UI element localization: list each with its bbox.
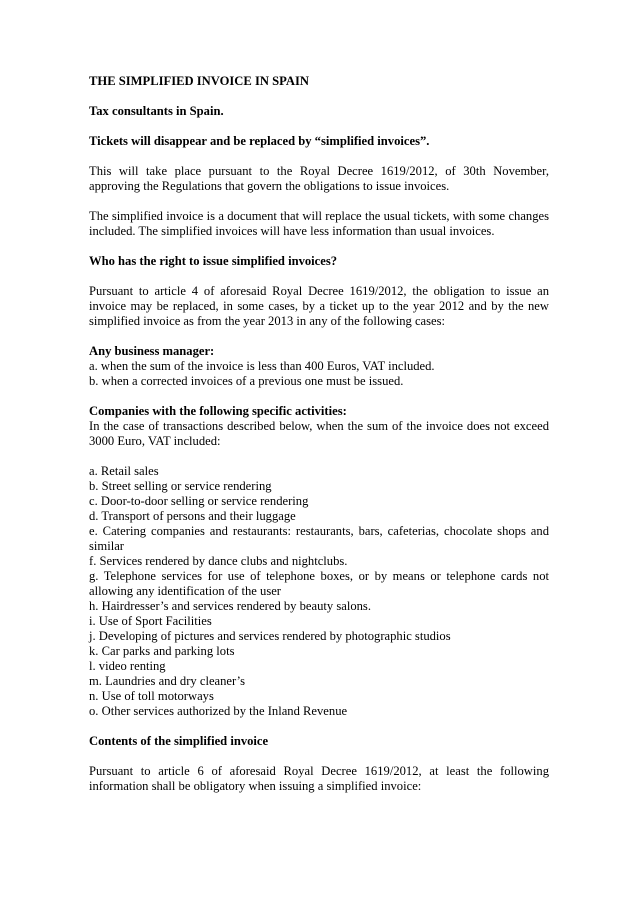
list-item: b. when a corrected invoices of a previous one must be issued. <box>89 374 404 388</box>
paragraph-article-4: Pursuant to article 4 of aforesaid Royal Decree 1619/2012, the obligation to issue an invoice may be replaced, in some cases, by a ticket up to the year 2012 and by the new simplified invoice as from the year 2013 in any of the following cases: <box>89 284 549 328</box>
list-item: n. Use of toll motorways <box>89 689 214 703</box>
list-item: i. Use of Sport Facilities <box>89 614 212 628</box>
list-item: m. Laundries and dry cleaner’s <box>89 674 246 688</box>
paragraph-article-6: Pursuant to article 6 of aforesaid Royal Decree 1619/2012, at least the following information shall be obligatory when issuing a simplified invoice: <box>89 764 549 793</box>
heading-business-manager: Any business manager: <box>89 344 215 358</box>
list-item: d. Transport of persons and their luggage <box>89 509 296 523</box>
list-item: f. Services rendered by dance clubs and nightclubs. <box>89 554 348 568</box>
list-item: e. Catering companies and restaurants: restaurants, bars, cafeterias, chocolate shops and similar <box>89 524 549 553</box>
section-business-manager <box>89 344 549 389</box>
list-item: b. Street selling or service rendering <box>89 479 272 493</box>
heading-contents: Contents of the simplified invoice <box>89 734 269 748</box>
paragraph-companies-intro: In the case of transactions described below, when the sum of the invoice does not exceed 3000 Euro, VAT included: <box>89 419 549 448</box>
document-title: THE SIMPLIFIED INVOICE IN SPAIN <box>89 74 309 88</box>
section-companies <box>89 404 549 719</box>
heading-companies: Companies with the following specific activities: <box>89 404 347 418</box>
heading-who-has-right: Who has the right to issue simplified invoices? <box>89 254 338 268</box>
list-item: j. Developing of pictures and services rendered by photographic studios <box>89 629 451 643</box>
list-item: a. Retail sales <box>89 464 159 478</box>
document-subtitle: Tax consultants in Spain. <box>89 104 224 118</box>
list-item: g. Telephone services for use of telephone boxes, or by means or telephone cards not allowing any identification of the user <box>89 569 549 598</box>
paragraph-simplified-invoice-definition: The simplified invoice is a document that will replace the usual tickets, with some changes included. The simplified invoices will have less information than usual invoices. <box>89 209 549 238</box>
list-item: h. Hairdresser’s and services rendered by beauty salons. <box>89 599 371 613</box>
list-item: l. video renting <box>89 659 166 673</box>
list-item: c. Door-to-door selling or service rendering <box>89 494 309 508</box>
list-item: o. Other services authorized by the Inland Revenue <box>89 704 348 718</box>
list-item: k. Car parks and parking lots <box>89 644 235 658</box>
paragraph-royal-decree: This will take place pursuant to the Royal Decree 1619/2012, of 30th November, approving the Regulations that govern the obligations to issue invoices. <box>89 164 549 193</box>
list-item: a. when the sum of the invoice is less than 400 Euros, VAT included. <box>89 359 435 373</box>
document-page <box>89 74 549 794</box>
headline: Tickets will disappear and be replaced by “simplified invoices”. <box>89 134 430 148</box>
